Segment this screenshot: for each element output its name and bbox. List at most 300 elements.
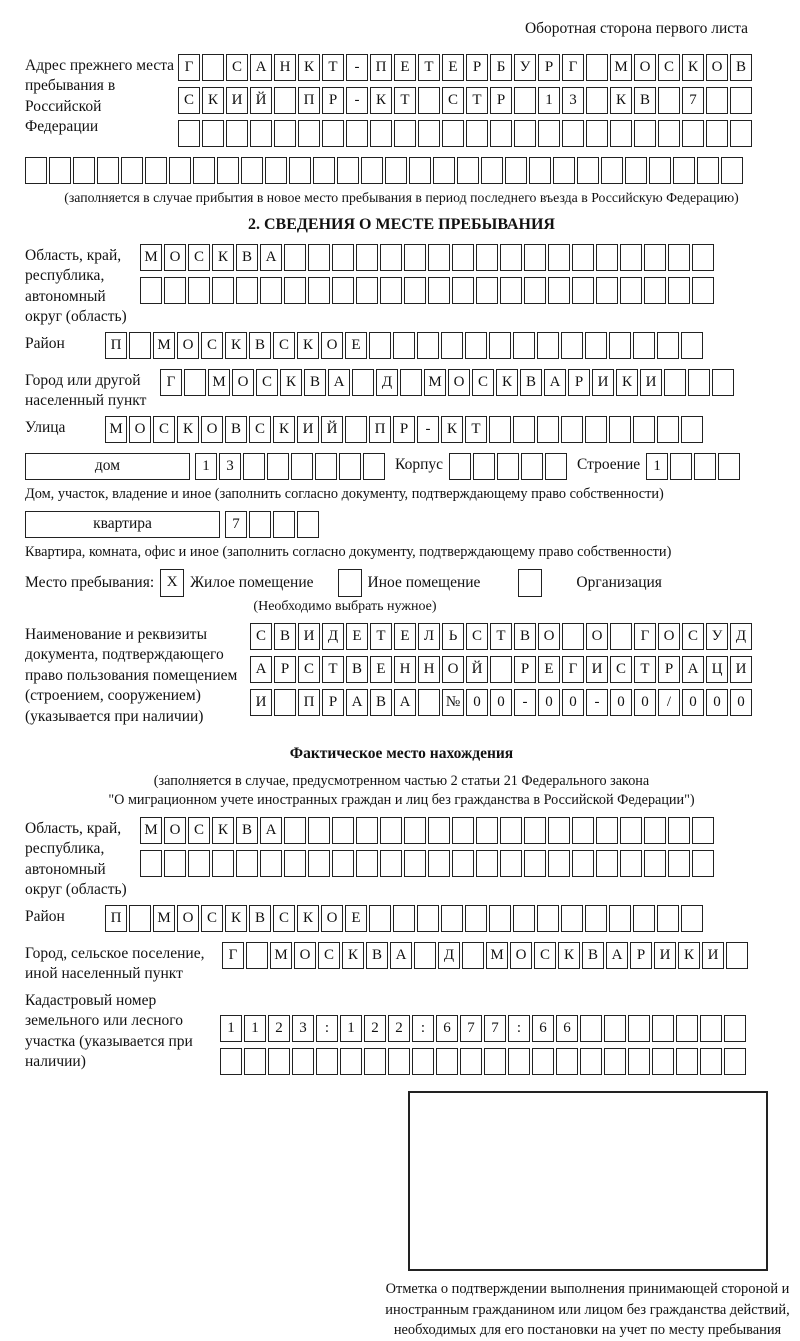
char-box[interactable]: Р — [322, 689, 344, 716]
char-box[interactable]: 3 — [292, 1015, 314, 1042]
char-box[interactable]: В — [249, 332, 271, 359]
char-box[interactable]: М — [153, 332, 175, 359]
char-box[interactable] — [537, 905, 559, 932]
char-box[interactable] — [265, 157, 287, 184]
char-box[interactable] — [726, 942, 748, 969]
char-box[interactable]: О — [294, 942, 316, 969]
char-box[interactable]: 0 — [562, 689, 584, 716]
char-box[interactable]: К — [616, 369, 638, 396]
char-box[interactable] — [380, 850, 402, 877]
char-box[interactable]: Д — [322, 623, 344, 650]
char-box[interactable]: С — [188, 817, 210, 844]
char-box[interactable] — [476, 817, 498, 844]
char-box[interactable]: С — [226, 54, 248, 81]
char-box[interactable] — [236, 277, 258, 304]
char-box[interactable] — [514, 120, 536, 147]
char-box[interactable]: Т — [370, 623, 392, 650]
char-box[interactable]: С — [442, 87, 464, 114]
char-box[interactable]: Е — [346, 623, 368, 650]
char-box[interactable] — [316, 1048, 338, 1075]
char-box[interactable] — [274, 120, 296, 147]
char-box[interactable] — [297, 511, 319, 538]
char-box[interactable]: Г — [178, 54, 200, 81]
char-box[interactable] — [673, 157, 695, 184]
char-box[interactable] — [291, 453, 313, 480]
char-box[interactable] — [724, 1048, 746, 1075]
char-box[interactable] — [380, 817, 402, 844]
char-box[interactable]: Т — [465, 416, 487, 443]
char-box[interactable]: И — [297, 416, 319, 443]
char-box[interactable] — [250, 120, 272, 147]
char-box[interactable]: И — [250, 689, 272, 716]
char-box[interactable] — [634, 120, 656, 147]
char-box[interactable] — [508, 1048, 530, 1075]
char-box[interactable] — [140, 277, 162, 304]
char-box[interactable] — [513, 332, 535, 359]
char-box[interactable] — [332, 850, 354, 877]
char-box[interactable] — [724, 1015, 746, 1042]
char-box[interactable] — [452, 277, 474, 304]
char-box[interactable]: О — [510, 942, 532, 969]
char-box[interactable] — [524, 850, 546, 877]
char-box[interactable] — [289, 157, 311, 184]
char-box[interactable]: Л — [418, 623, 440, 650]
char-box[interactable] — [620, 244, 642, 271]
char-box[interactable]: 1 — [538, 87, 560, 114]
char-box[interactable] — [188, 850, 210, 877]
char-box[interactable] — [497, 453, 519, 480]
char-box[interactable] — [548, 244, 570, 271]
char-box[interactable] — [524, 244, 546, 271]
char-box[interactable]: К — [225, 332, 247, 359]
char-box[interactable]: 0 — [706, 689, 728, 716]
char-box[interactable]: Т — [490, 623, 512, 650]
char-box[interactable]: Р — [514, 656, 536, 683]
char-box[interactable]: Г — [222, 942, 244, 969]
char-box[interactable] — [25, 157, 47, 184]
char-box[interactable]: Е — [370, 656, 392, 683]
char-box[interactable] — [202, 120, 224, 147]
char-box[interactable]: Р — [393, 416, 415, 443]
char-box[interactable] — [249, 511, 271, 538]
checkbox-other-premises[interactable] — [338, 569, 362, 597]
char-box[interactable] — [356, 244, 378, 271]
char-box[interactable]: 0 — [466, 689, 488, 716]
char-box[interactable]: С — [472, 369, 494, 396]
char-box[interactable]: В — [582, 942, 604, 969]
char-box[interactable]: А — [250, 656, 272, 683]
char-box[interactable] — [284, 850, 306, 877]
char-box[interactable]: К — [177, 416, 199, 443]
char-box[interactable] — [457, 157, 479, 184]
char-box[interactable]: Е — [394, 623, 416, 650]
char-box[interactable] — [561, 332, 583, 359]
char-box[interactable] — [418, 689, 440, 716]
char-box[interactable]: - — [514, 689, 536, 716]
char-box[interactable] — [481, 157, 503, 184]
char-box[interactable]: О — [538, 623, 560, 650]
char-box[interactable] — [706, 120, 728, 147]
char-box[interactable] — [164, 277, 186, 304]
char-box[interactable] — [562, 120, 584, 147]
char-box[interactable]: В — [520, 369, 542, 396]
char-box[interactable]: А — [260, 244, 282, 271]
char-box[interactable]: : — [316, 1015, 338, 1042]
char-box[interactable] — [441, 905, 463, 932]
char-box[interactable]: И — [702, 942, 724, 969]
char-box[interactable] — [545, 453, 567, 480]
char-box[interactable] — [388, 1048, 410, 1075]
char-box[interactable] — [548, 850, 570, 877]
char-box[interactable] — [652, 1048, 674, 1075]
char-box[interactable]: М — [140, 244, 162, 271]
char-box[interactable]: Р — [658, 656, 680, 683]
char-box[interactable]: В — [634, 87, 656, 114]
char-box[interactable]: В — [236, 244, 258, 271]
char-box[interactable]: Г — [160, 369, 182, 396]
char-box[interactable]: К — [441, 416, 463, 443]
checkbox-organization[interactable] — [518, 569, 542, 597]
char-box[interactable]: А — [606, 942, 628, 969]
char-box[interactable] — [332, 817, 354, 844]
char-box[interactable]: А — [544, 369, 566, 396]
char-box[interactable]: Д — [376, 369, 398, 396]
char-box[interactable]: С — [682, 623, 704, 650]
char-box[interactable]: 7 — [484, 1015, 506, 1042]
char-box[interactable] — [670, 453, 692, 480]
char-box[interactable] — [604, 1048, 626, 1075]
char-box[interactable]: С — [188, 244, 210, 271]
char-box[interactable]: К — [610, 87, 632, 114]
char-box[interactable]: К — [212, 817, 234, 844]
char-box[interactable]: М — [424, 369, 446, 396]
char-box[interactable]: К — [273, 416, 295, 443]
char-box[interactable]: Е — [345, 332, 367, 359]
checkbox-residential[interactable]: X — [160, 569, 184, 597]
char-box[interactable] — [538, 120, 560, 147]
char-box[interactable] — [404, 277, 426, 304]
char-box[interactable]: Й — [250, 87, 272, 114]
char-box[interactable] — [610, 623, 632, 650]
char-box[interactable] — [580, 1015, 602, 1042]
char-box[interactable] — [308, 850, 330, 877]
char-box[interactable] — [609, 416, 631, 443]
char-box[interactable]: В — [514, 623, 536, 650]
char-box[interactable] — [700, 1048, 722, 1075]
char-box[interactable]: В — [346, 656, 368, 683]
char-box[interactable] — [298, 120, 320, 147]
char-box[interactable]: Г — [634, 623, 656, 650]
char-box[interactable] — [721, 157, 743, 184]
char-box[interactable]: С — [250, 623, 272, 650]
char-box[interactable] — [236, 850, 258, 877]
char-box[interactable]: К — [558, 942, 580, 969]
char-box[interactable] — [308, 244, 330, 271]
char-box[interactable]: О — [164, 817, 186, 844]
char-box[interactable] — [604, 1015, 626, 1042]
char-box[interactable] — [220, 1048, 242, 1075]
char-box[interactable]: О — [658, 623, 680, 650]
char-box[interactable]: : — [412, 1015, 434, 1042]
char-box[interactable]: 1 — [244, 1015, 266, 1042]
char-box[interactable] — [585, 905, 607, 932]
char-box[interactable] — [658, 87, 680, 114]
char-box[interactable] — [465, 905, 487, 932]
char-box[interactable]: Т — [418, 54, 440, 81]
char-box[interactable]: И — [226, 87, 248, 114]
char-box[interactable]: 1 — [340, 1015, 362, 1042]
char-box[interactable]: К — [297, 905, 319, 932]
char-box[interactable] — [500, 817, 522, 844]
char-box[interactable]: В — [370, 689, 392, 716]
char-box[interactable]: Е — [345, 905, 367, 932]
char-box[interactable] — [441, 332, 463, 359]
char-box[interactable] — [428, 244, 450, 271]
char-box[interactable]: П — [105, 905, 127, 932]
char-box[interactable]: О — [321, 332, 343, 359]
char-box[interactable]: 7 — [682, 87, 704, 114]
char-box[interactable]: С — [201, 332, 223, 359]
char-box[interactable] — [500, 277, 522, 304]
char-box[interactable] — [664, 369, 686, 396]
char-box[interactable]: Р — [490, 87, 512, 114]
char-box[interactable] — [260, 850, 282, 877]
char-box[interactable] — [585, 416, 607, 443]
char-box[interactable] — [164, 850, 186, 877]
char-box[interactable] — [692, 817, 714, 844]
char-box[interactable] — [217, 157, 239, 184]
char-box[interactable] — [572, 817, 594, 844]
char-box[interactable] — [452, 850, 474, 877]
char-box[interactable] — [193, 157, 215, 184]
char-box[interactable] — [657, 332, 679, 359]
char-box[interactable] — [697, 157, 719, 184]
char-box[interactable]: О — [448, 369, 470, 396]
char-box[interactable] — [268, 1048, 290, 1075]
char-box[interactable] — [370, 120, 392, 147]
char-box[interactable]: В — [366, 942, 388, 969]
char-box[interactable] — [706, 87, 728, 114]
char-box[interactable] — [610, 120, 632, 147]
char-box[interactable]: К — [370, 87, 392, 114]
char-box[interactable] — [418, 120, 440, 147]
char-box[interactable] — [524, 277, 546, 304]
char-box[interactable]: К — [225, 905, 247, 932]
char-box[interactable]: М — [105, 416, 127, 443]
char-box[interactable]: О — [177, 332, 199, 359]
char-box[interactable] — [332, 277, 354, 304]
char-box[interactable] — [212, 277, 234, 304]
char-box[interactable]: 1 — [195, 453, 217, 480]
char-box[interactable]: К — [212, 244, 234, 271]
char-box[interactable] — [484, 1048, 506, 1075]
char-box[interactable] — [586, 87, 608, 114]
char-box[interactable]: М — [153, 905, 175, 932]
char-box[interactable] — [436, 1048, 458, 1075]
char-box[interactable]: К — [297, 332, 319, 359]
char-box[interactable] — [657, 905, 679, 932]
char-box[interactable]: К — [298, 54, 320, 81]
char-box[interactable] — [712, 369, 734, 396]
char-box[interactable] — [97, 157, 119, 184]
char-box[interactable] — [652, 1015, 674, 1042]
char-box[interactable]: № — [442, 689, 464, 716]
char-box[interactable]: Д — [730, 623, 752, 650]
char-box[interactable] — [462, 942, 484, 969]
char-box[interactable]: Д — [438, 942, 460, 969]
char-box[interactable]: О — [706, 54, 728, 81]
char-box[interactable]: С — [273, 905, 295, 932]
char-box[interactable]: Р — [322, 87, 344, 114]
char-box[interactable]: Р — [538, 54, 560, 81]
char-box[interactable]: Й — [466, 656, 488, 683]
char-box[interactable] — [449, 453, 471, 480]
char-box[interactable] — [521, 453, 543, 480]
char-box[interactable] — [473, 453, 495, 480]
char-box[interactable] — [361, 157, 383, 184]
char-box[interactable]: В — [274, 623, 296, 650]
char-box[interactable] — [145, 157, 167, 184]
char-box[interactable] — [548, 817, 570, 844]
char-box[interactable] — [267, 453, 289, 480]
char-box[interactable] — [129, 332, 151, 359]
char-box[interactable] — [668, 817, 690, 844]
char-box[interactable] — [601, 157, 623, 184]
char-box[interactable] — [633, 905, 655, 932]
char-box[interactable]: О — [201, 416, 223, 443]
char-box[interactable] — [284, 244, 306, 271]
char-box[interactable] — [428, 850, 450, 877]
char-box[interactable] — [476, 850, 498, 877]
char-box[interactable] — [620, 850, 642, 877]
char-box[interactable] — [178, 120, 200, 147]
char-box[interactable]: А — [394, 689, 416, 716]
char-box[interactable]: О — [232, 369, 254, 396]
char-box[interactable]: А — [260, 817, 282, 844]
char-box[interactable] — [260, 277, 282, 304]
char-box[interactable] — [548, 277, 570, 304]
char-box[interactable]: А — [328, 369, 350, 396]
char-box[interactable]: О — [634, 54, 656, 81]
char-box[interactable]: М — [208, 369, 230, 396]
char-box[interactable] — [490, 120, 512, 147]
char-box[interactable]: П — [298, 689, 320, 716]
char-box[interactable]: 6 — [532, 1015, 554, 1042]
char-box[interactable]: 7 — [460, 1015, 482, 1042]
char-box[interactable]: К — [682, 54, 704, 81]
char-box[interactable] — [577, 157, 599, 184]
house-type-box[interactable] — [25, 453, 190, 480]
char-box[interactable]: Г — [562, 54, 584, 81]
apartment-type-box[interactable] — [25, 511, 220, 538]
char-box[interactable]: Р — [568, 369, 590, 396]
char-box[interactable]: Т — [322, 54, 344, 81]
char-box[interactable]: Е — [394, 54, 416, 81]
char-box[interactable] — [553, 157, 575, 184]
char-box[interactable]: О — [177, 905, 199, 932]
char-box[interactable]: И — [654, 942, 676, 969]
char-box[interactable] — [596, 277, 618, 304]
char-box[interactable] — [658, 120, 680, 147]
char-box[interactable]: С — [249, 416, 271, 443]
char-box[interactable] — [513, 905, 535, 932]
char-box[interactable] — [596, 817, 618, 844]
char-box[interactable] — [532, 1048, 554, 1075]
char-box[interactable]: И — [730, 656, 752, 683]
char-box[interactable]: 0 — [682, 689, 704, 716]
char-box[interactable]: / — [658, 689, 680, 716]
char-box[interactable] — [500, 850, 522, 877]
char-box[interactable] — [692, 277, 714, 304]
char-box[interactable] — [489, 332, 511, 359]
char-box[interactable] — [129, 905, 151, 932]
char-box[interactable]: 0 — [610, 689, 632, 716]
char-box[interactable] — [644, 817, 666, 844]
char-box[interactable]: С — [298, 656, 320, 683]
char-box[interactable] — [140, 850, 162, 877]
char-box[interactable]: Н — [418, 656, 440, 683]
char-box[interactable]: Б — [490, 54, 512, 81]
char-box[interactable] — [433, 157, 455, 184]
char-box[interactable] — [442, 120, 464, 147]
char-box[interactable] — [644, 244, 666, 271]
char-box[interactable]: О — [586, 623, 608, 650]
char-box[interactable] — [620, 277, 642, 304]
char-box[interactable] — [404, 244, 426, 271]
char-box[interactable] — [628, 1015, 650, 1042]
char-box[interactable]: П — [370, 54, 392, 81]
char-box[interactable] — [609, 905, 631, 932]
char-box[interactable] — [620, 817, 642, 844]
char-box[interactable] — [649, 157, 671, 184]
char-box[interactable] — [537, 416, 559, 443]
char-box[interactable]: 3 — [562, 87, 584, 114]
char-box[interactable] — [393, 332, 415, 359]
char-box[interactable] — [417, 905, 439, 932]
char-box[interactable] — [644, 277, 666, 304]
char-box[interactable]: Е — [442, 54, 464, 81]
char-box[interactable] — [352, 369, 374, 396]
char-box[interactable] — [466, 120, 488, 147]
char-box[interactable] — [313, 157, 335, 184]
char-box[interactable] — [417, 332, 439, 359]
char-box[interactable]: 3 — [219, 453, 241, 480]
char-box[interactable] — [476, 244, 498, 271]
char-box[interactable] — [657, 416, 679, 443]
char-box[interactable]: О — [442, 656, 464, 683]
char-box[interactable] — [274, 689, 296, 716]
char-box[interactable] — [700, 1015, 722, 1042]
char-box[interactable] — [364, 1048, 386, 1075]
char-box[interactable]: С — [658, 54, 680, 81]
char-box[interactable] — [385, 157, 407, 184]
char-box[interactable] — [356, 817, 378, 844]
char-box[interactable] — [345, 416, 367, 443]
char-box[interactable]: И — [592, 369, 614, 396]
char-box[interactable] — [682, 120, 704, 147]
char-box[interactable]: М — [270, 942, 292, 969]
char-box[interactable] — [460, 1048, 482, 1075]
char-box[interactable]: 0 — [538, 689, 560, 716]
char-box[interactable] — [308, 817, 330, 844]
char-box[interactable] — [284, 817, 306, 844]
char-box[interactable]: 0 — [730, 689, 752, 716]
char-box[interactable] — [380, 244, 402, 271]
char-box[interactable]: - — [417, 416, 439, 443]
char-box[interactable]: П — [369, 416, 391, 443]
char-box[interactable] — [393, 905, 415, 932]
char-box[interactable]: С — [178, 87, 200, 114]
